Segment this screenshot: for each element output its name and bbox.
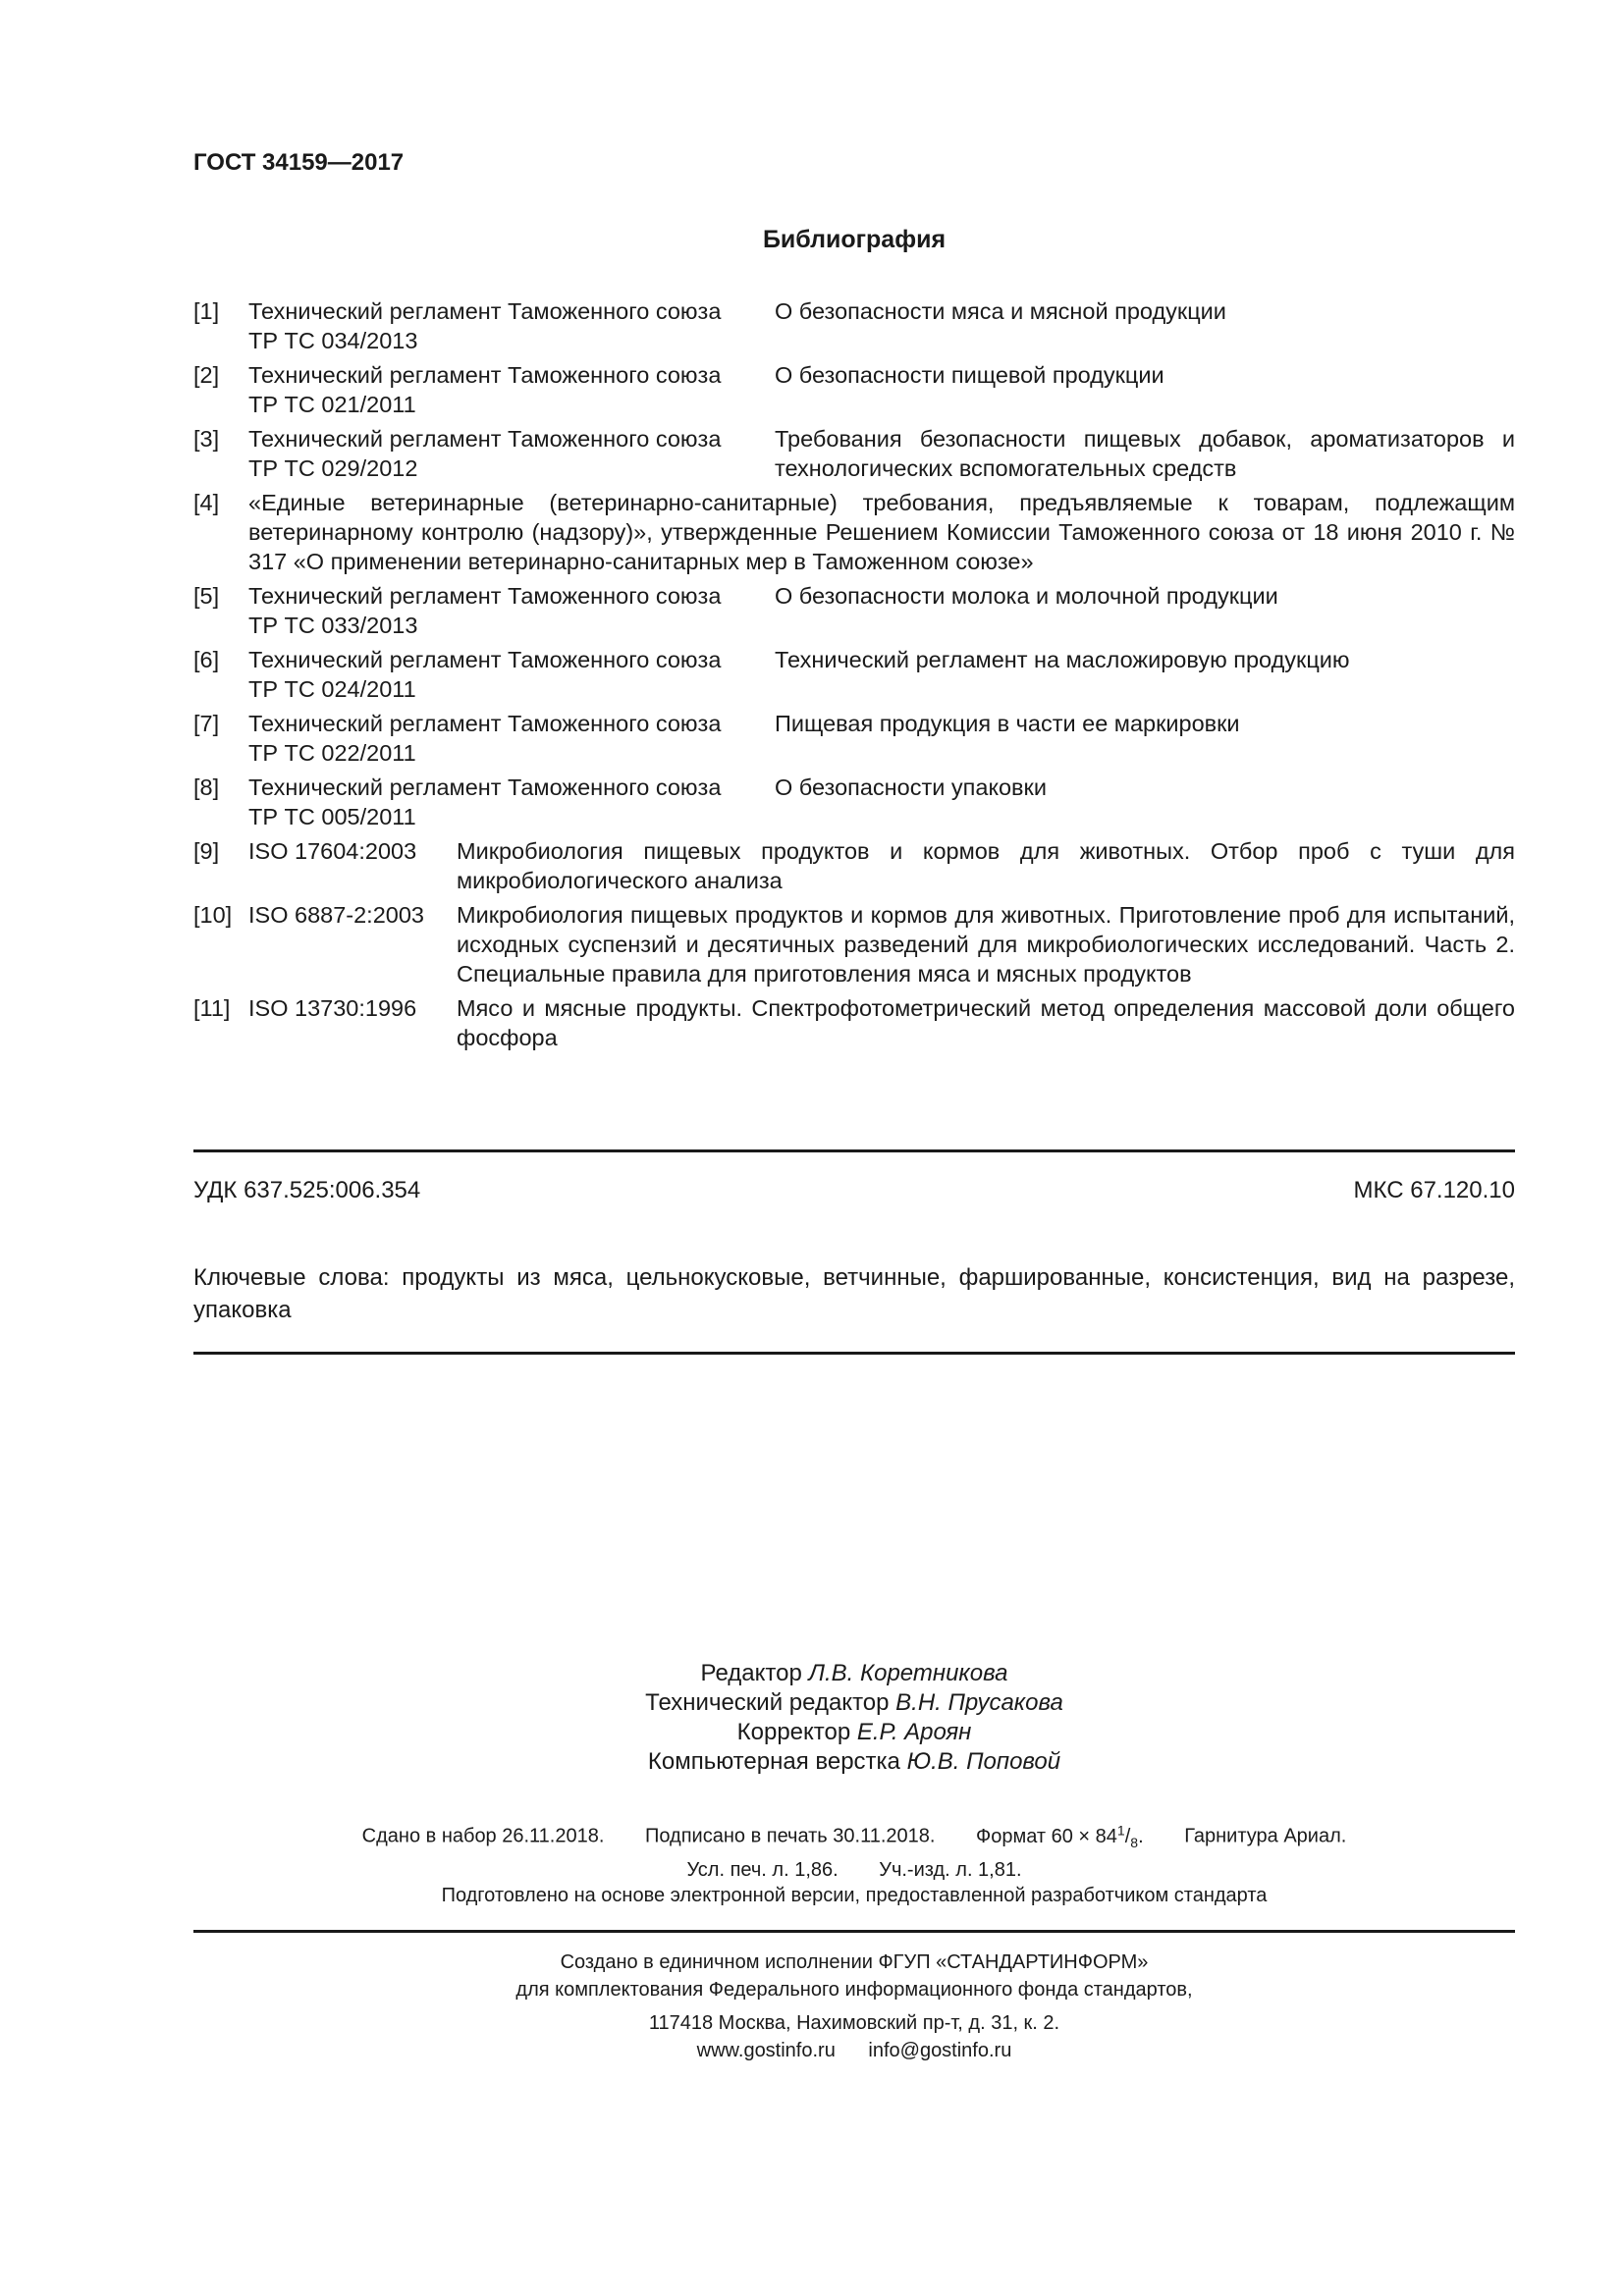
credit-person: Ю.В. Поповой (906, 1748, 1061, 1775)
bibliography-entry-6 (193, 645, 1515, 704)
entry-document (248, 424, 775, 483)
edit-sheets: Уч.-изд. л. 1,81. (879, 1858, 1022, 1881)
entry-document (248, 709, 775, 768)
bibliography-entry-9 (193, 836, 1515, 895)
bibliography-entry-5 (193, 581, 1515, 640)
credit-role: Технический редактор (645, 1689, 890, 1716)
created-line-1: Создано в единичном исполнении ФГУП «СТАНДАРТИНФОРМ» (560, 1951, 1149, 1973)
created-line-2: для комплектования Федерального информационного фонда стандартов, (515, 1979, 1193, 2001)
bibliography-entry-2 (193, 360, 1515, 419)
bibliography-entry-11 (193, 993, 1515, 1052)
entry-title: Технический регламент на масложировую продукцию (775, 647, 1350, 672)
entry-document-code: ТР ТС 005/2011 (248, 804, 416, 829)
entry-document-code: ТР ТС 021/2011 (248, 392, 416, 417)
entry-number: [6] (193, 647, 220, 672)
keywords: Ключевые слова: продукты из мяса, цельнокусковые, ветчинные, фаршированные, консистенция, вид на разрезе, упаковка (193, 1264, 1515, 1323)
credit-corrector (491, 1718, 1218, 1747)
entry-document-type: Технический регламент Таможенного союза (248, 774, 722, 800)
publishing-info (245, 1816, 1463, 1884)
entry-number: [5] (193, 583, 220, 609)
entry-title: Микробиология пищевых продуктов и кормов для животных. Отбор проб с туши для микробиологического анализа (457, 838, 1515, 893)
bibliography-list (193, 296, 1515, 1057)
entry-number: [4] (193, 490, 220, 515)
entry-title: Пищевая продукция в части ее маркировки (775, 711, 1240, 736)
entry-document-type: Технический регламент Таможенного союза (248, 647, 722, 672)
entry-document (248, 360, 775, 419)
entry-document-code: ТР ТС 033/2013 (248, 613, 418, 638)
publishing-line-1 (245, 1816, 1463, 1856)
entry-standard-id: ISO 17604:2003 (248, 838, 417, 864)
entry-number: [3] (193, 426, 220, 452)
entry-document (248, 773, 775, 831)
credit-layout (491, 1747, 1218, 1777)
credit-person: Л.В. Коретникова (808, 1660, 1008, 1686)
bibliography-entry-1 (193, 296, 1515, 355)
entry-document (248, 645, 775, 704)
paper-format: Формат $60 \times 84^1/_8$. (976, 1822, 1144, 1850)
entry-number: [8] (193, 774, 220, 800)
entry-document-code: ТР ТС 029/2012 (248, 455, 418, 481)
entry-document-type: Технический регламент Таможенного союза (248, 298, 722, 324)
publisher-contacts (295, 2037, 1414, 2064)
credit-person: В.Н. Прусакова (895, 1689, 1063, 1716)
bibliography-entry-3 (193, 424, 1515, 483)
publisher-address: 117418 Москва, Нахимовский пр-т, д. 31, к. 2. (648, 2012, 1060, 2034)
entry-document (248, 581, 775, 640)
credit-role: Компьютерная верстка (647, 1748, 900, 1775)
entry-title: Микробиология пищевых продуктов и кормов для животных. Приготовление проб для испытаний, исходных суспензий и десятичных разведений для микробиологических исследований. Часть 2. Специальные правила для приготовления мяса и мясных продуктов (457, 902, 1515, 987)
entry-document (248, 296, 775, 355)
bibliography-entry-8 (193, 773, 1515, 831)
entry-standard-id: ISO 6887-2:2003 (248, 902, 424, 928)
email-link[interactable]: info@gostinfo.ru (868, 2040, 1012, 2061)
entry-standard-id: ISO 13730:1996 (248, 995, 417, 1021)
entry-title: О безопасности молока и молочной продукции (775, 583, 1278, 609)
signed-date: Подписано в печать 30.11.2018. (644, 1825, 936, 1847)
udk-code: УДК 637.525:006.354 (193, 1177, 421, 1203)
credit-role: Редактор (700, 1660, 802, 1686)
credit-person: Е.Р. Ароян (856, 1719, 972, 1745)
entry-number: [9] (193, 838, 220, 864)
mks-code: МКС 67.120.10 (1353, 1177, 1515, 1203)
entry-number: [2] (193, 362, 220, 388)
website-link[interactable]: www.gostinfo.ru (696, 2040, 836, 2061)
prepared-note: Подготовлено на основе электронной версии, предоставленной разработчиком стандарта (441, 1885, 1268, 1906)
entry-title: О безопасности упаковки (775, 774, 1047, 800)
bibliography-title: Библиография (762, 226, 947, 253)
entry-title: Требования безопасности пищевых добавок, ароматизаторов и технологических вспомогательных средств (775, 426, 1515, 481)
credit-role: Корректор (736, 1719, 851, 1745)
entry-full-text: «Единые ветеринарные (ветеринарно-санитарные) требования, предъявляемые к товарам, подлежащим ветеринарному контролю (надзору)», утвержденные Решением Комиссии Таможенного союза от 18 июня 2010 г. № 317 «О применении ветеринарно-санитарных мер в Таможенном союзе» (248, 490, 1515, 574)
entry-number: [1] (193, 298, 220, 324)
entry-document-code: ТР ТС 034/2013 (248, 328, 418, 353)
bibliography-entry-7 (193, 709, 1515, 768)
entry-document-type: Технический регламент Таможенного союза (248, 362, 722, 388)
entry-number: [10] (193, 902, 233, 928)
credit-tech-editor (491, 1688, 1218, 1718)
credits (491, 1659, 1218, 1777)
entry-title: О безопасности мяса и мясной продукции (775, 298, 1226, 324)
entry-document-type: Технический регламент Таможенного союза (248, 583, 722, 609)
typeface: Гарнитура Ариал. (1184, 1825, 1347, 1847)
bibliography-entry-4 (193, 488, 1515, 576)
publishing-line-2 (245, 1856, 1463, 1884)
divider-top (193, 1149, 1515, 1152)
entry-document-code: ТР ТС 024/2011 (248, 676, 416, 702)
entry-title: О безопасности пищевой продукции (775, 362, 1164, 388)
credit-editor (491, 1659, 1218, 1688)
entry-number: [7] (193, 711, 220, 736)
entry-number: [11] (193, 995, 231, 1021)
bibliography-entry-10 (193, 900, 1515, 988)
divider-keywords (193, 1352, 1515, 1355)
standard-number: ГОСТ 34159—2017 (193, 149, 405, 176)
print-sheets: Усл. печ. л. 1,86. (686, 1858, 839, 1881)
divider-bottom (193, 1930, 1515, 1933)
typeset-date: Сдано в набор 26.11.2018. (361, 1825, 605, 1847)
publisher-info (295, 1949, 1414, 2064)
entry-document-code: ТР ТС 022/2011 (248, 740, 416, 766)
entry-title: Мясо и мясные продукты. Спектрофотометрический метод определения массовой доли общего фосфора (457, 995, 1515, 1050)
entry-document-type: Технический регламент Таможенного союза (248, 711, 722, 736)
entry-document-type: Технический регламент Таможенного союза (248, 426, 722, 452)
